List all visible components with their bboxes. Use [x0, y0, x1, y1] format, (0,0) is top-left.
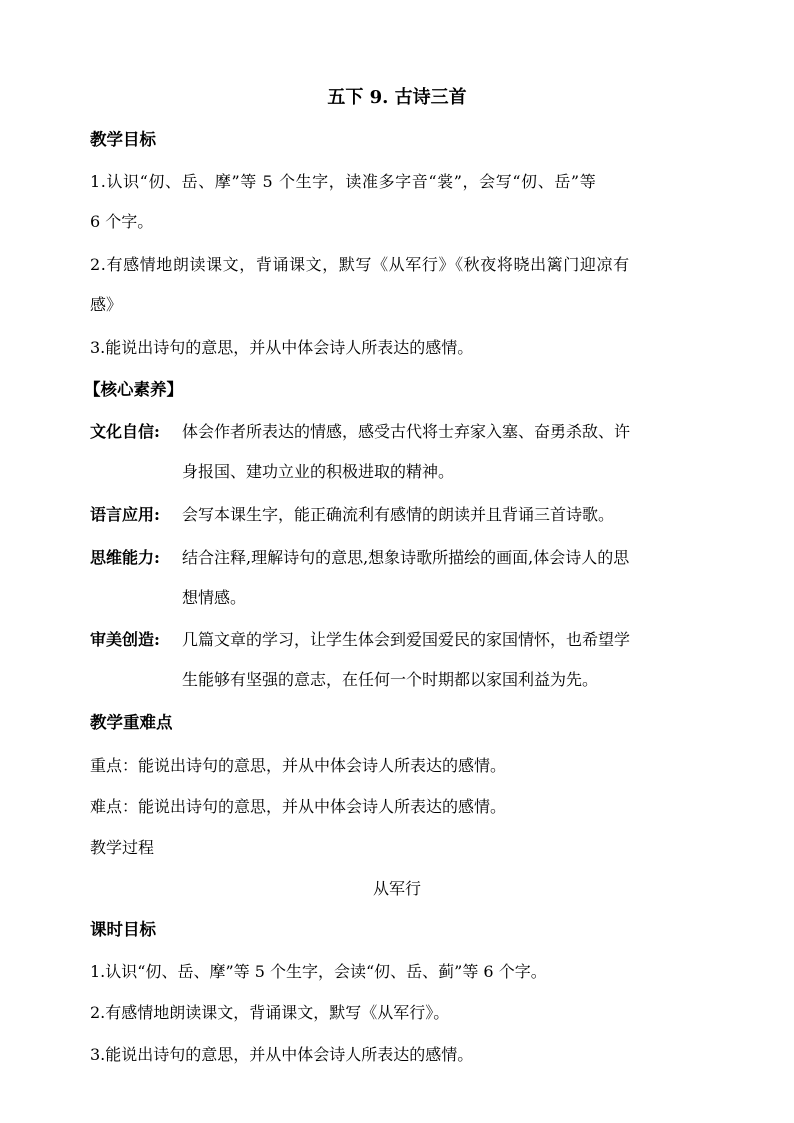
core-text-aesthetic-1: 几篇文章的学习，让学生体会到爱国爱民的家国情怀，也希望学	[182, 630, 631, 649]
core-item-language	[90, 505, 614, 525]
key-difficulty-heading: 教学重难点	[90, 713, 173, 732]
lesson-objective-1: 1.认识“仞、岳、摩”等 5 个生字，会读“仞、岳、蓟”等 6 个字。	[90, 962, 547, 981]
objective-3: 3.能说出诗句的意思，并从中体会诗人所表达的感情。	[90, 338, 474, 357]
lesson-objective-3: 3.能说出诗句的意思，并从中体会诗人所表达的感情。	[90, 1045, 474, 1064]
core-text-language-1: 会写本课生字，能正确流利有感情的朗读并且背诵三首诗歌。	[182, 505, 615, 524]
poem-title: 从军行	[372, 879, 421, 898]
core-literacy-heading: 【核心素养】	[84, 380, 183, 399]
core-text-thinking-2: 想情感。	[182, 588, 247, 607]
core-text-thinking-1: 结合注释,理解诗句的意思,想象诗歌所描绘的画面,体会诗人的思	[182, 548, 630, 567]
lesson-objective-2: 2.有感情地朗读课文，背诵课文，默写《从军行》。	[90, 1003, 450, 1022]
page-title: 五下 9. 古诗三首	[327, 87, 467, 108]
lesson-objectives-heading: 课时目标	[90, 920, 156, 939]
core-text-culture-2: 身报国、建功立业的积极进取的精神。	[182, 462, 455, 481]
objective-1-line-1: 1.认识“仞、岳、摩”等 5 个生字，读准多字音“裳”，会写“仞、岳”等	[90, 172, 597, 191]
core-label-culture: 文化自信:	[90, 422, 160, 441]
objective-2-line-2: 感》	[90, 295, 123, 314]
core-text-aesthetic-2: 生能够有坚强的意志，在任何一个时期都以家国利益为先。	[182, 670, 599, 689]
core-label-thinking: 思维能力:	[90, 548, 160, 567]
teaching-process: 教学过程	[90, 838, 155, 857]
objectives-heading: 教学目标	[90, 130, 156, 149]
core-text-culture-1: 体会作者所表达的情感，感受古代将士弃家入塞、奋勇杀敌、许	[182, 422, 631, 441]
core-label-aesthetic: 审美创造:	[90, 630, 160, 649]
objective-1-line-2: 6 个字。	[90, 212, 154, 231]
core-item-culture	[90, 422, 630, 442]
key-point: 重点：能说出诗句的意思，并从中体会诗人所表达的感情。	[90, 756, 507, 775]
difficult-point: 难点：能说出诗句的意思，并从中体会诗人所表达的感情。	[90, 797, 507, 816]
core-label-language: 语言应用:	[90, 505, 160, 524]
core-item-aesthetic	[90, 630, 630, 650]
core-item-thinking	[90, 548, 629, 568]
objective-2-line-1: 2.有感情地朗读课文，背诵课文，默写《从军行》《秋夜将晓出篱门迎凉有	[90, 255, 630, 274]
